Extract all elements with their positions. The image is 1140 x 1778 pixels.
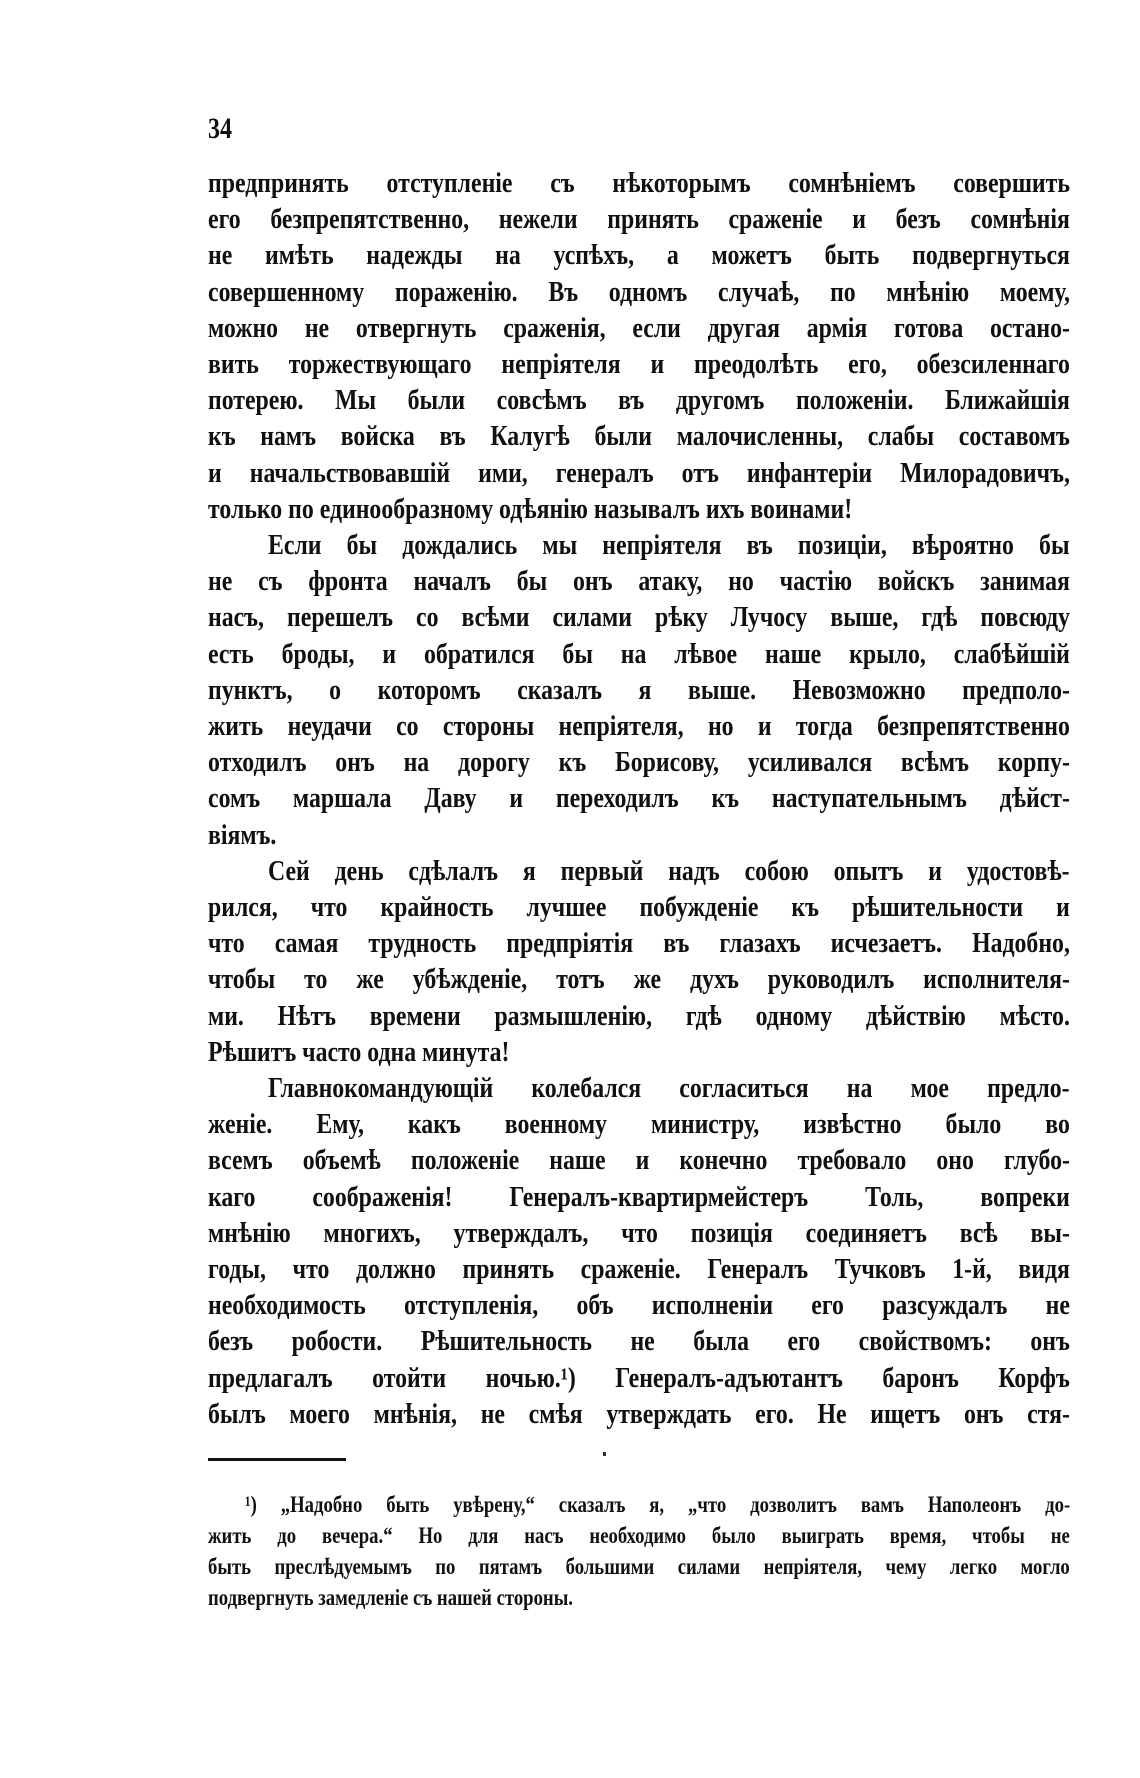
text-line: не съ фронта началъ бы онъ атаку, но частію войскъ занимая: [208, 566, 1070, 598]
text-line: сомъ маршала Даву и переходилъ къ наступательнымъ дѣйст-: [208, 783, 1070, 815]
text-line: предпринять отступленіе съ нѣкоторымъ сомнѣніемъ совершить: [208, 168, 1070, 199]
text-line: мнѣнію многихъ, утверждалъ, что позиція соединяетъ всѣ вы-: [208, 1217, 1070, 1249]
text-line: рился, что крайность лучшее побужденіе къ рѣшительности и: [208, 892, 1070, 923]
text-line: всемъ объемѣ положеніе наше и конечно требовало оно глубо-: [208, 1145, 1070, 1177]
text-line: женіе. Ему, какъ военному министру, извѣстно было во: [208, 1109, 1070, 1141]
text-line: Главнокомандующій колебался согласиться на мое предло-: [268, 1073, 1070, 1104]
text-line: необходимость отступленія, объ исполненіи его разсуждалъ не: [208, 1290, 1070, 1322]
footnote-line: подвергнуть замедленіе съ нашей стороны.: [208, 1585, 573, 1610]
text-line: можно не отвергнуть сраженія, если другая армія готова остано-: [208, 312, 1070, 344]
ink-speck: [603, 1452, 606, 1456]
text-line: вить торжествующаго непріятеля и преодолѣть его, обезсиленнаго: [208, 349, 1070, 380]
footnote-line: быть преслѣдуемымъ по пятамъ большими силами непріятеля, чему легко могло: [208, 1554, 1070, 1579]
text-line: Если бы дождались мы непріятеля въ позиціи, вѣроятно бы: [268, 530, 1070, 561]
text-line: совершенному пораженію. Въ одномъ случаѣ, по мнѣнію моему,: [208, 276, 1070, 308]
page-number: 34: [208, 112, 232, 145]
text-line: безъ робости. Рѣшительность не была его свойствомъ: онъ: [208, 1326, 1070, 1358]
text-line: каго соображенія! Генералъ-квартирмейстеръ Толь, вопреки: [208, 1181, 1070, 1213]
footnote-line: жить до вечера.“ Но для насъ необходимо было выиграть время, чтобы не: [208, 1523, 1070, 1548]
footnote-line: ¹) „Надобно быть увѣрену,“ сказалъ я, „что дозволитъ вамъ Наполеонъ до-: [245, 1492, 1071, 1517]
text-line: только по единообразному одѣянію называлъ ихъ воинами!: [208, 493, 853, 525]
text-line: его безпрепятственно, нежели принять сраженіе и безъ сомнѣнія: [208, 204, 1070, 236]
text-line: жить неудачи со стороны непріятеля, но и тогда безпрепятственно: [208, 711, 1070, 742]
text-line: былъ моего мнѣнія, не смѣя утверждать его. Не ищетъ онъ стя-: [208, 1398, 1070, 1430]
text-line: потерею. Мы были совсѣмъ въ другомъ положеніи. Ближайшія: [208, 385, 1070, 417]
text-line: отходилъ онъ на дорогу къ Борисову, усиливался всѣмъ корпу-: [208, 747, 1070, 779]
text-line: Рѣшитъ часто одна минута!: [208, 1036, 510, 1068]
text-line: Сей день сдѣлалъ я первый надъ собою опытъ и удостовѣ-: [268, 855, 1070, 887]
text-line: ми. Нѣтъ времени размышленію, гдѣ одному дѣйствію мѣсто.: [208, 1000, 1070, 1032]
text-line: предлагалъ отойти ночью.¹) Генералъ-адъютантъ баронъ Корфъ: [208, 1362, 1070, 1394]
text-line: къ намъ войска въ Калугѣ были малочисленны, слабы составомъ: [208, 421, 1070, 453]
text-line: и начальствовавшій ими, генералъ отъ инфантеріи Милорадовичъ,: [208, 457, 1070, 489]
text-line: не имѣть надежды на успѣхъ, а можетъ быть подвергнуться: [208, 240, 1070, 272]
text-line: віямъ.: [208, 819, 277, 851]
text-line: что самая трудность предпріятія въ глазахъ исчезаетъ. Надобно,: [208, 928, 1070, 960]
text-line: пунктъ, о которомъ сказалъ я выше. Невозможно предполо-: [208, 674, 1070, 706]
text-line: чтобы то же убѣжденіе, тотъ же духъ руководилъ исполнителя-: [208, 964, 1070, 996]
text-line: есть броды, и обратился бы на лѣвое наше крыло, слабѣйшій: [208, 638, 1070, 670]
text-line: насъ, перешелъ со всѣми силами рѣку Лучосу выше, гдѣ повсюду: [208, 602, 1070, 634]
footnote-separator: [208, 1458, 346, 1461]
text-line: годы, что должно принять сраженіе. Генералъ Тучковъ 1-й, видя: [208, 1254, 1070, 1285]
